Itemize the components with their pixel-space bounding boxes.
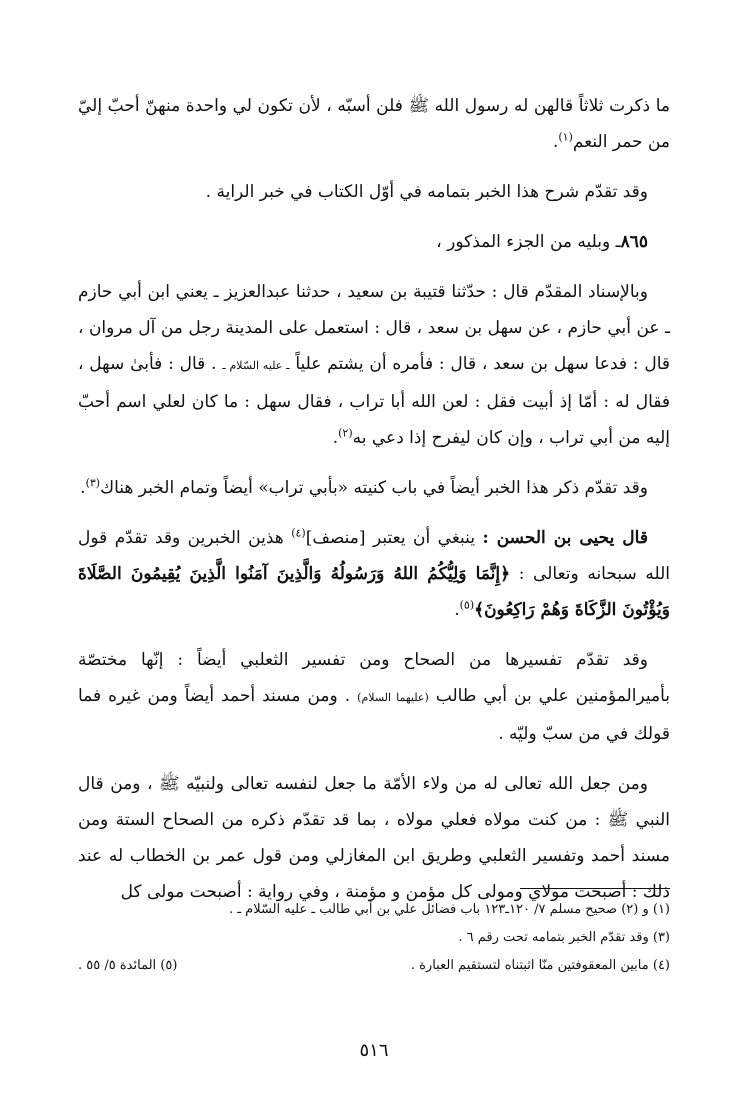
paragraph-1: ما ذكرت ثلاثاً قالهن له رسول الله ﷺ فلن أسبّه ، لأن تكون لي واحدة منهنّ أحبّ إليّ من حمر النعم$^{(١)}$. [78,96,670,152]
paragraph-5: وقد تقدّم ذكر هذا الخبر أيضاً في باب كنيته «بأبي تراب» أيضاً وتمام الخبر هناك$^{(٣)}$. [80,476,648,498]
paragraph-7-text-a: وقد تقدّم تفسيرها من الصحاح ومن تفسير الثعلبي أيضاً : إنّها مختصّة بأميرالمؤمنين علي بن أبي طالب [78,650,670,706]
paragraph-1-text: ما ذكرت ثلاثاً قالهن له رسول الله ﷺ فلن أسبّه ، لأن تكون لي واحدة منهنّ أحبّ إليّ من حمر النعم [78,96,670,152]
paragraph-6-text-a: ينبغي أن يعتبر [منصف] [305,528,476,548]
footnote-1-2: (١) و (٢) صحيح مسلم ٧/ ١٢٠ـ١٢٣ باب فضائل علي بن أبي طالب ـ عليه السّلام ـ . [228,902,670,917]
speaker-label: قال يحيى بن الحسن : [482,528,648,548]
hadith-heading-text: ـ وبليه من الجزء المذكور ، [436,232,621,252]
paragraph-6-text-b: هذين الخبرين وقد تقدّم قول الله سبحانه وتعالى : [78,528,670,584]
paragraph-7-text-b: . ومن مسند أحمد أيضاً ومن غيره فما قولك في من سبّ وليّه . [78,686,670,744]
footnote-ref-5: (٥) [459,598,475,612]
paragraph-2-text: وقد تقدّم شرح هذا الخبر بتمامه في أوّل الكتاب في خبر الراية . [205,182,648,202]
paragraph-2 [78,174,670,210]
footnote-ref-1: (١) [558,130,573,144]
footnote-ref-2: (٢) [338,426,353,440]
honorific-2: (عليهما السلام) [357,691,429,704]
paragraph-4-text-b: . قال : فأبىٰ سهل ، فقال له : أمّا إذ أبيت فقل : لعن الله أبا تراب ، فقال سهل : ما كان لعلي اسم أحبّ إليه من أبي تراب ، وإن كان ليفرح إذا دعي به [78,354,670,448]
footnote-row-4-5 [78,952,670,980]
hadith-number: ٨٦٥ [620,232,648,252]
hadith-heading [78,224,670,260]
footnote-4: (٤) مابين المعقوفتين منّا اثبتناه لتستقيم العبارة . [410,958,670,973]
footnote-ref-4: (٤) [291,526,306,540]
footnote-separator [520,888,670,889]
main-text [78,88,670,924]
paragraph-4: وبالإسناد المقدّم قال : حدّثنا قتيبة بن سعيد ، حدثنا عبدالعزيز ـ يعني ابن أبي حازم ـ عن أبي حازم ، عن سهل بن سعد ، قال : استعمل على المدينة رجل من آل مروان ، قال : فدعا سهل بن سعد ، قال : فأمره أن يشتم علياً ـ عليه السّلام ـ . قال : فأبىٰ سهل ، فقال له : أمّا إذ أبيت فقل : لعن الله أبا تراب ، فقال سهل : ما كان لعلي اسم أحبّ إليه من أبي تراب ، وإن كان ليفرح إذا دعي به$^{(٢)}$. [78,282,670,448]
paragraph-4-text-a: وبالإسناد المقدّم قال : حدّثنا قتيبة بن سعيد ، حدثنا عبدالعزيز ـ يعني ابن أبي حازم ـ عن أبي حازم ، عن سهل بن سعد ، قال : استعمل على المدينة رجل من آل مروان ، قال : فدعا سهل بن سعد ، قال : فأمره أن يشتم علياً [78,282,670,374]
paragraph-6: قال يحيى بن الحسن : ينبغي أن يعتبر [منصف]$^{(٤)}$ هذين الخبرين وقد تقدّم قول الله سبحانه وتعالى : ﴿إِنَّمَا وَلِيُّكُمُ اللهُ وَرَسُولُهُ وَالَّذِينَ آمَنُوا الَّذِينَ يُقِيمُونَ الصَّلَاةَ وَيُؤْتُونَ الزَّكَاةَ وَهُمْ رَاكِعُونَ﴾$^{(٥)}$. [78,526,670,620]
footnotes [78,896,670,980]
footnote-5: (٥) المائدة ٥/ ٥٥ . [78,958,178,973]
footnote-3: (٣) وقد تقدّم الخبر بتمامه تحت رقم ٦ . [458,930,670,945]
footnote-ref-3: (٣) [85,476,101,490]
paragraph-7 [78,642,670,752]
honorific-1: ـ عليه السّلام ـ [222,359,290,372]
page-number: ٥١٦ [359,1040,389,1061]
paragraph-8-text: ومن جعل الله تعالى له من ولاء الأمّة ما جعل لنفسه تعالى ولنبيّه ﷺ ، ومن قال النبي ﷺ : من كنت مولاه فعلي مولاه ، بما قد تقدّم ذكره من الصحاح الستة ومن مسند أحمد وتفسير الثعلبي وطريق ابن المغازلي ومن قول عمر بن الخطاب له عند ذلك : أصبحت مولاي ومولى كل مؤمن و مؤمنة ، وفي رواية : أصبحت مولى كل [78,774,670,902]
quran-verse: ﴿إِنَّمَا وَلِيُّكُمُ اللهُ وَرَسُولُهُ وَالَّذِينَ آمَنُوا الَّذِينَ يُقِيمُونَ الصَّلَاةَ وَيُؤْتُونَ الزَّكَاةَ وَهُمْ رَاكِعُونَ﴾ [78,564,670,620]
paragraph-5-text: وقد تقدّم ذكر هذا الخبر أيضاً في باب كنيته «بأبي تراب» أيضاً وتمام الخبر هناك [100,478,648,498]
